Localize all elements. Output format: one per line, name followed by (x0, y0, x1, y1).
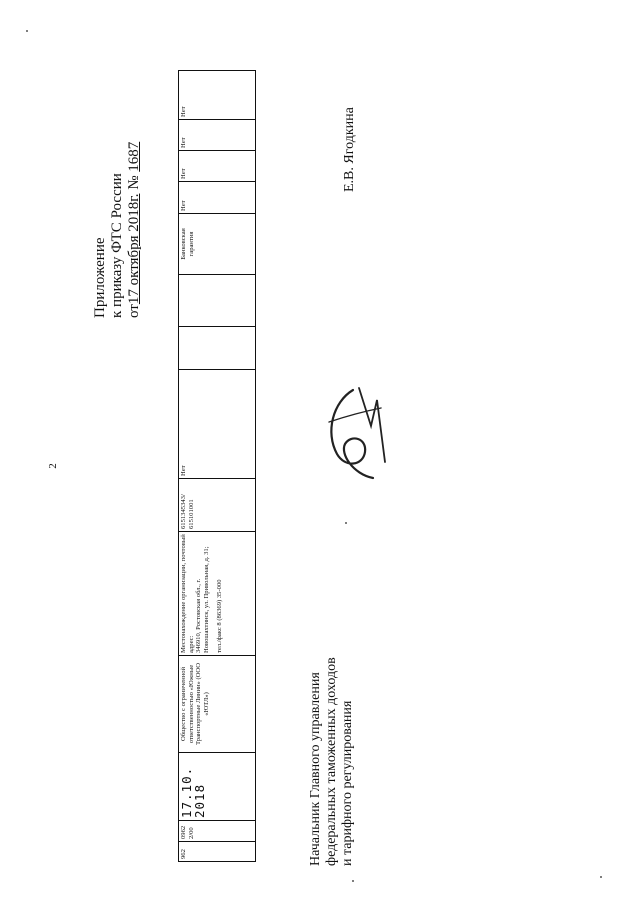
cell-no-b: Нет (179, 151, 256, 182)
signer-name: Е.В. Ягодкина (342, 107, 357, 192)
cell-no-c: Нет (179, 120, 256, 151)
chief-line-3: и тарифного регулирования (340, 700, 355, 866)
cell-date: 17.10. 2018 (179, 753, 256, 821)
appendix-header (92, 142, 143, 318)
order-number: 1687 (126, 141, 142, 172)
chief-title (308, 657, 356, 866)
cell-empty-2 (179, 275, 256, 327)
cell-org-name: Общество с ограниченной ответственностью «Южные Транспортные Линии» (ООО «ЮТЛ») (179, 656, 256, 753)
number-prefix: № (126, 171, 142, 194)
address-label: Местонахождение организации, почтовый адрес: (180, 534, 195, 653)
order-reference: к приказу ФТС России (109, 173, 125, 318)
date-prefix: от (126, 304, 142, 318)
cell-no-a: Нет (179, 182, 256, 214)
address-text: 346910, Ростовская обл., г. Новошахтинск, ул. Привольная, д. 31; (195, 546, 210, 653)
order-date-line (126, 142, 143, 318)
order-date: 17 октября 2018г. (126, 193, 142, 305)
scan-speck (345, 522, 347, 524)
chief-line-2: федеральных таможенных доходов (324, 657, 339, 866)
chief-line-1: Начальник Главного управления (308, 672, 323, 866)
scan-speck (600, 876, 602, 878)
cell-empty-1 (179, 327, 256, 370)
cell-code: 962 (179, 842, 256, 862)
cell-no: Нет (179, 370, 256, 479)
scan-speck (26, 30, 28, 32)
handwritten-signature (315, 382, 390, 482)
cell-post-code: 09622/00 (179, 821, 256, 842)
page-number: 2 (46, 463, 59, 469)
phone-text: тел./факс 8 (86369) 35-000 (216, 579, 224, 653)
cell-inn-kpp: 6151345343/ 615101001 (179, 479, 256, 532)
scan-speck (352, 880, 354, 882)
cell-guarantee: Банковская гарантия (179, 214, 256, 275)
table-row (179, 71, 256, 862)
register-table (178, 81, 256, 862)
appendix-title: Приложение (92, 237, 108, 318)
cell-no-d: Нет (179, 71, 256, 120)
cell-address (179, 532, 256, 656)
